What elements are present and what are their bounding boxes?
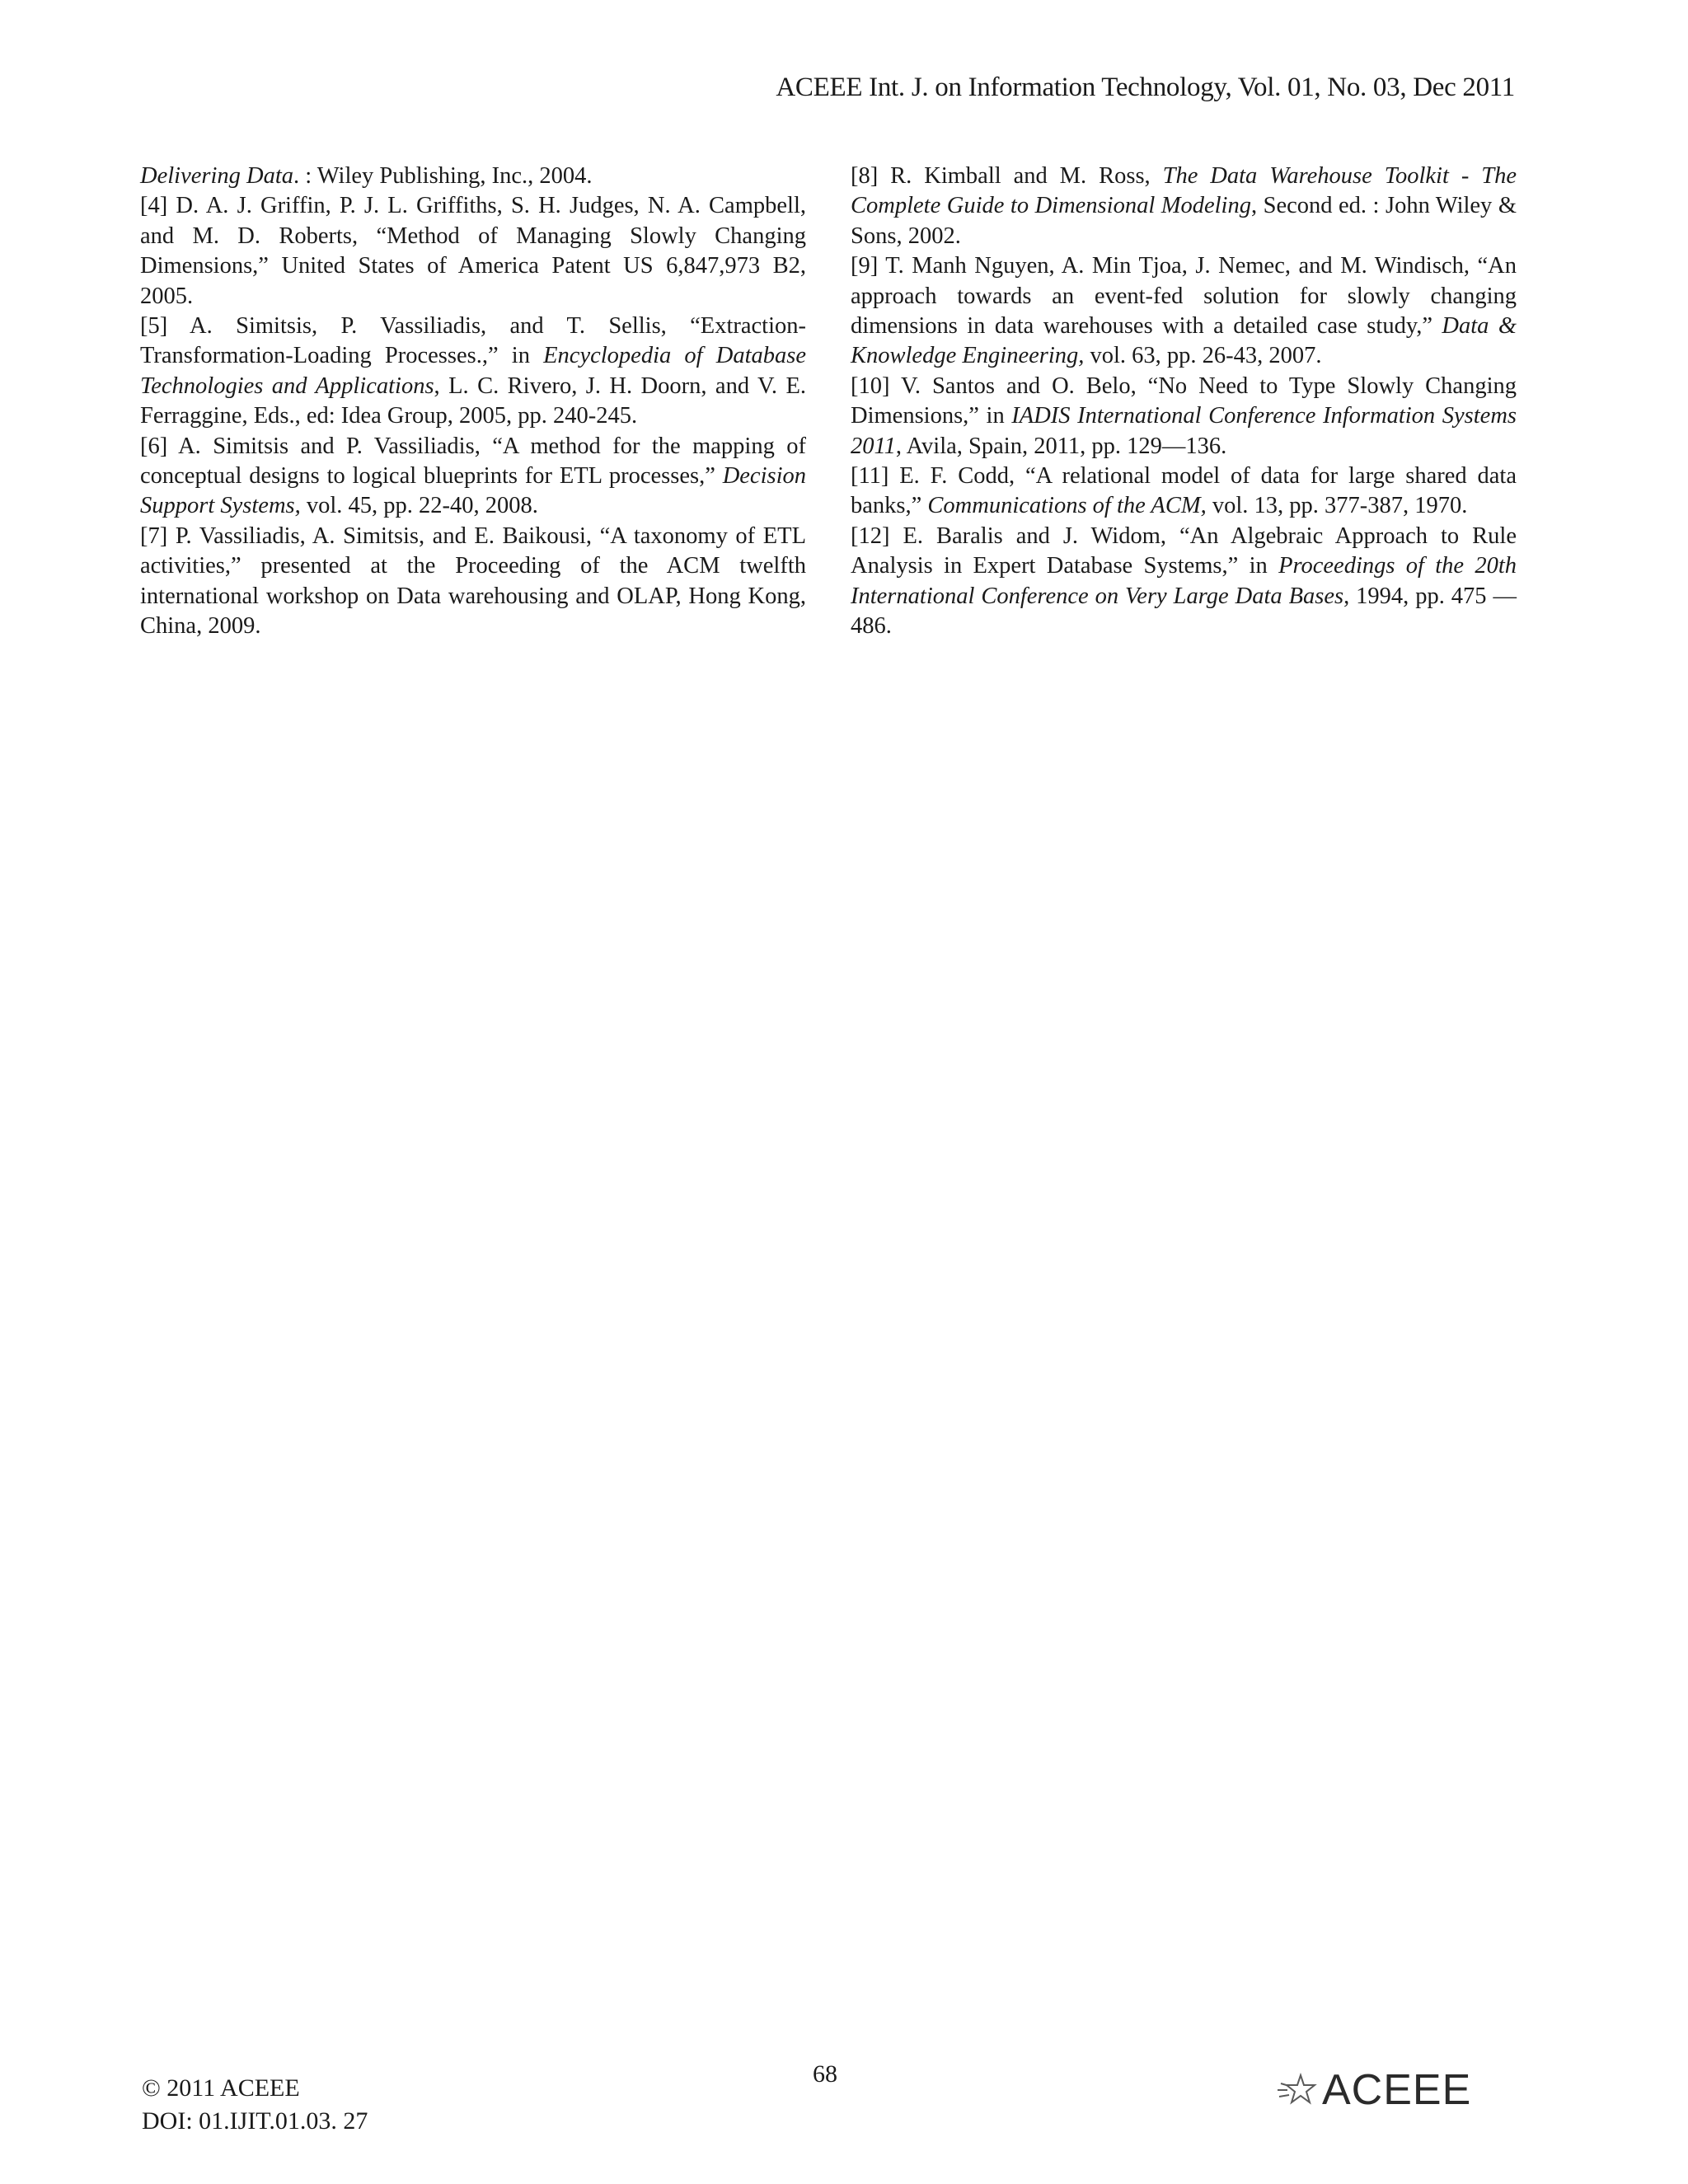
reference-title: The Data Warehouse Toolkit - The Complete Guide to Dimensional Modeling [851,163,1517,219]
reference-details: , L. C. Rivero, J. H. Doorn, and V. E. Ferraggine, Eds., ed: Idea Group, 2005, pp. 240-245. [140,373,807,429]
running-header: ACEEE Int. J. on Information Technology, Vol. 01, No. 03, Dec 2011 [776,73,1515,102]
reference-authors: [8] R. Kimball and M. Ross, [851,163,1163,189]
reference-authors: [12] E. Baralis and J. Widom, “An Algebraic Approach to Rule Analysis in Expert Database Systems,” in [851,523,1517,579]
reference-title: Proceedings of the 20th International Conference on Very Large Data Bases [851,553,1517,609]
star-logo-icon [1276,2072,1322,2108]
reference-authors: [11] E. F. Codd, “A relational model of data for large shared data banks,” [851,463,1517,519]
reference-details: vol. 45, pp. 22-40, 2008. [300,493,538,519]
reference-3-continued [140,162,806,191]
reference-authors: [5] A. Simitsis, P. Vassiliadis, and T. Sellis, “Extraction-Transformation-Loading Processes.,” in [140,313,806,369]
reference-6 [140,432,806,522]
reference-10 [851,372,1517,462]
reference-12 [851,522,1517,642]
reference-authors: [9] T. Manh Nguyen, A. Min Tjoa, J. Nemec, and M. Windisch, “An approach towards an event-fed solution for slowly changing dimensions in data warehouses with a detailed case study,” [851,253,1517,340]
reference-title: Communications of the ACM, [927,493,1207,519]
reference-details: vol. 63, pp. 26-43, 2007. [1084,343,1322,369]
reference-title: Encyclopedia of Database Technologies and Applications [140,343,806,399]
reference-authors: [6] A. Simitsis and P. Vassiliadis, “A method for the mapping of conceptual designs to logical blueprints for ETL processes,” [140,433,806,490]
reference-details: . : Wiley Publishing, Inc., 2004. [293,163,593,189]
reference-title: IADIS International Conference Information Systems 2011 [851,403,1517,459]
reference-title: Data & Knowledge Engineering, [851,313,1517,369]
reference-details: , Avila, Spain, 2011, pp. 129—136. [895,433,1227,459]
reference-details: , Second ed. : John Wiley & Sons, 2002. [851,193,1517,249]
reference-7: [7] P. Vassiliadis, A. Simitsis, and E. Baikousi, “A taxonomy of ETL activities,” presented at the Proceeding of the ACM twelfth international workshop on Data warehousing and OLAP, Hong Kong, China, 2009. [140,523,806,640]
reference-authors: [10] V. Santos and O. Belo, “No Need to Type Slowly Changing Dimensions,” in [851,373,1517,429]
reference-5 [140,312,806,432]
footer-info [142,2072,368,2138]
doi-label: DOI: 01.IJIT.01.03. 27 [142,2107,368,2135]
reference-8 [851,162,1517,251]
reference-11 [851,462,1517,522]
reference-4: [4] D. A. J. Griffin, P. J. L. Griffiths, S. H. Judges, N. A. Campbell, and M. D. Roberts, “Method of Managing Slowly Changing Dimensions,” United States of America Patent US 6,847,973 B2, 2005. [140,193,806,309]
reference-9 [851,251,1517,372]
reference-details: vol. 13, pp. 377-387, 1970. [1206,493,1468,519]
page-number: 68 [813,2060,837,2088]
reference-title: Delivering Data [140,163,294,189]
references-left-column [140,162,806,642]
reference-title: Decision Support Systems, [140,463,806,519]
references-right-column [851,162,1517,642]
publisher-logo [1276,2066,1472,2114]
copyright-notice: © 2011 ACEEE [142,2074,300,2102]
reference-details: , 1994, pp. 475 — 486. [851,583,1517,640]
logo-wordmark: ACEEE [1322,2066,1472,2114]
